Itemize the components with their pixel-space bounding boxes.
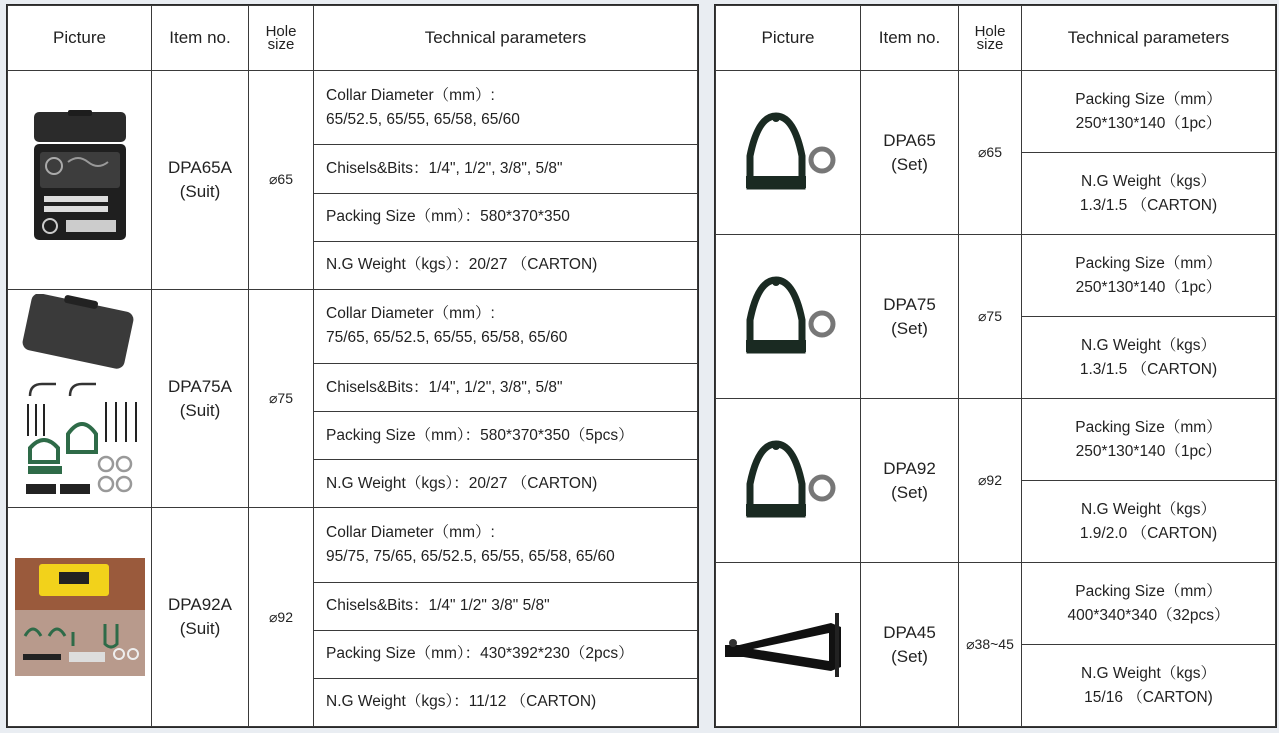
- param-ng-weight: N.G Weight（kgs） 1.3/1.5 （CARTON): [1022, 317, 1276, 399]
- param-ng-weight: N.G Weight（kgs）：20/27 （CARTON): [314, 241, 698, 289]
- param-ng-weight: N.G Weight（kgs）：20/27 （CARTON): [314, 460, 698, 508]
- param-chisels-bits: Chisels&Bits：1/4", 1/2", 3/8", 5/8": [314, 145, 698, 193]
- product-image-case-and-tools: [8, 289, 152, 508]
- header-picture: Picture: [8, 6, 152, 71]
- hole-size-dpa92: ⌀92: [959, 399, 1022, 563]
- item-dpa65a: DPA65A (Suit): [152, 71, 249, 290]
- item-dpa92a: DPA92A (Suit): [152, 508, 249, 727]
- header-hole-size: Hole size: [249, 6, 314, 71]
- param-collar-diameter: Collar Diameter（mm）: 65/52.5, 65/55, 65/58, 65/60: [314, 71, 698, 145]
- param-collar-diameter: Collar Diameter（mm）: 95/75, 75/65, 65/52.5, 65/55, 65/58, 65/60: [314, 508, 698, 582]
- param-ng-weight: N.G Weight（kgs） 15/16 （CARTON): [1022, 645, 1276, 727]
- hole-size-dpa45: ⌀38~45: [959, 563, 1022, 727]
- product-image-yellow-box-kit: [8, 508, 152, 727]
- product-image-punch-dpa65: [716, 71, 861, 235]
- item-dpa75: DPA75 (Set): [861, 235, 959, 399]
- product-image-case-open: [8, 71, 152, 290]
- hole-size-dpa75a: ⌀75: [249, 289, 314, 508]
- header-technical-parameters: Technical parameters: [314, 6, 698, 71]
- param-packing-size: Packing Size（mm）：580*370*350: [314, 193, 698, 241]
- product-image-punch-dpa45: [716, 563, 861, 727]
- param-collar-diameter: Collar Diameter（mm）: 75/65, 65/52.5, 65/55, 65/58, 65/60: [314, 289, 698, 363]
- param-packing-size: Packing Size（mm） 250*130*140（1pc）: [1022, 71, 1276, 153]
- param-packing-size: Packing Size（mm） 400*340*340（32pcs）: [1022, 563, 1276, 645]
- param-packing-size: Packing Size（mm） 250*130*140（1pc）: [1022, 235, 1276, 317]
- param-packing-size: Packing Size（mm）：580*370*350（5pcs）: [314, 412, 698, 460]
- hole-size-dpa65: ⌀65: [959, 71, 1022, 235]
- item-dpa45: DPA45 (Set): [861, 563, 959, 727]
- param-packing-size: Packing Size（mm）：430*392*230（2pcs）: [314, 630, 698, 678]
- product-image-punch-dpa75: [716, 235, 861, 399]
- header-item-no: Item no.: [861, 6, 959, 71]
- param-packing-size: Packing Size（mm） 250*130*140（1pc）: [1022, 399, 1276, 481]
- param-ng-weight: N.G Weight（kgs）：11/12 （CARTON): [314, 678, 698, 726]
- param-chisels-bits: Chisels&Bits：1/4", 1/2", 3/8", 5/8": [314, 363, 698, 411]
- item-dpa92: DPA92 (Set): [861, 399, 959, 563]
- set-products-table: [714, 4, 1277, 728]
- suit-products-table: [6, 4, 699, 728]
- item-dpa65: DPA65 (Set): [861, 71, 959, 235]
- header-picture: Picture: [716, 6, 861, 71]
- header-technical-parameters: Technical parameters: [1022, 6, 1276, 71]
- product-image-punch-dpa92: [716, 399, 861, 563]
- hole-size-dpa65a: ⌀65: [249, 71, 314, 290]
- header-hole-size: Hole size: [959, 6, 1022, 71]
- param-chisels-bits: Chisels&Bits：1/4" 1/2" 3/8" 5/8": [314, 582, 698, 630]
- item-dpa75a: DPA75A (Suit): [152, 289, 249, 508]
- param-ng-weight: N.G Weight（kgs） 1.9/2.0 （CARTON): [1022, 481, 1276, 563]
- hole-size-dpa75: ⌀75: [959, 235, 1022, 399]
- header-item-no: Item no.: [152, 6, 249, 71]
- param-ng-weight: N.G Weight（kgs） 1.3/1.5 （CARTON): [1022, 153, 1276, 235]
- hole-size-dpa92a: ⌀92: [249, 508, 314, 727]
